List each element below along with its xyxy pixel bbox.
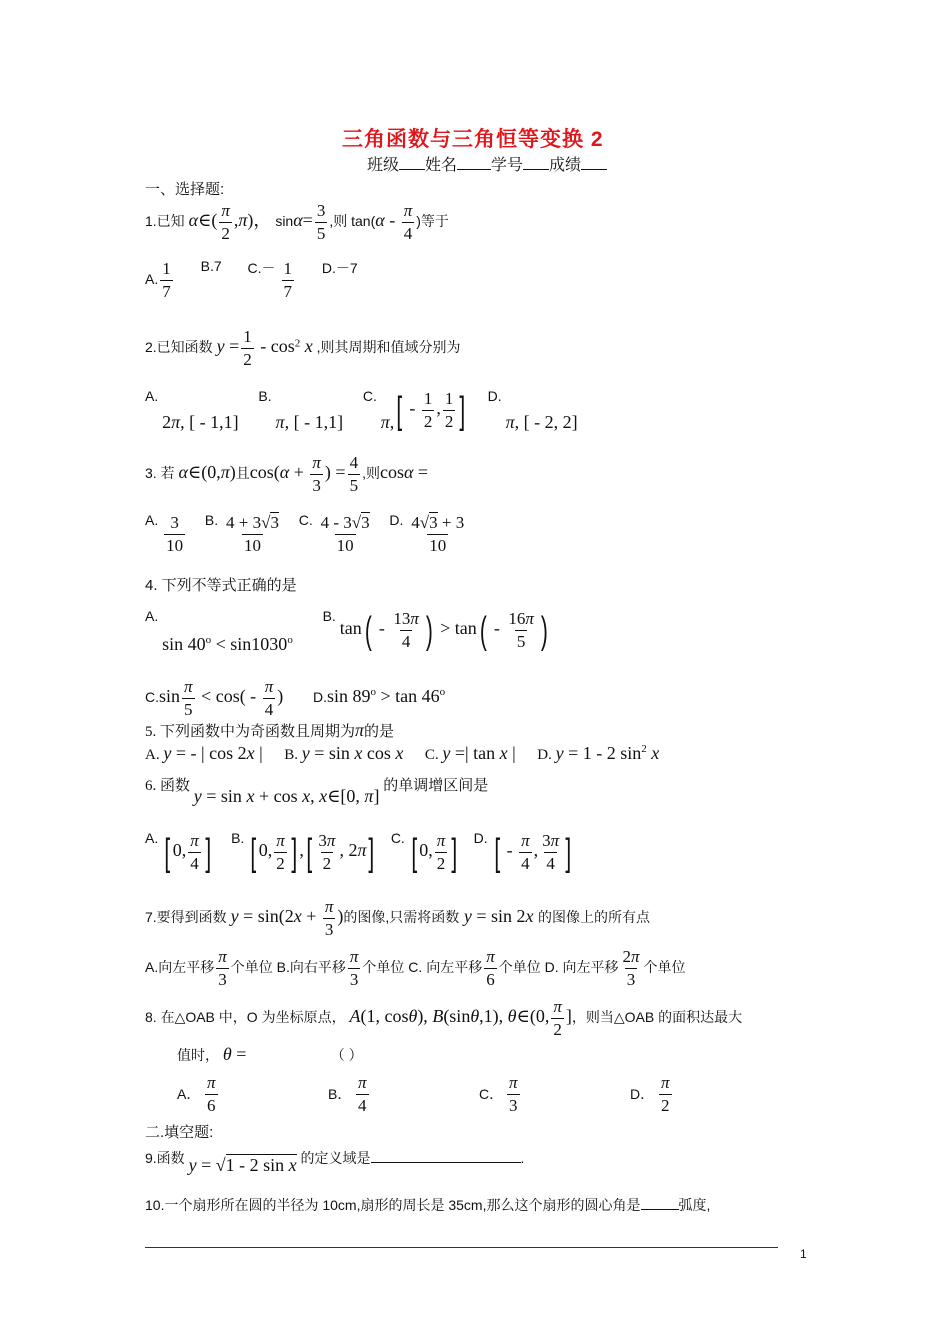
q4-option-b[interactable]: B. bbox=[322, 608, 336, 624]
q2-option-c[interactable]: C. bbox=[362, 388, 377, 404]
q10-text: 10.一个扇形所在圆的半径为 10cm,扇形的周长是 35cm,那么这个扇形的圆心角是 bbox=[145, 1197, 641, 1213]
q3-options: A. $\frac{3}{10}$ B. $\frac{4 + 3√3}{10}$ C. $\frac{4 - 3√3}{10}$ D. $\frac{4√3 + 3}{10}$ bbox=[145, 512, 465, 555]
q4-options-cd: C.sin $\frac{\pi}{5}$ < cos( - $\frac{\pi}{4}$ ) D.sin $89^o > \tan 46^o$ bbox=[145, 677, 446, 719]
q1-prefix: 1.已知 bbox=[145, 213, 185, 230]
q1-sin: sin bbox=[275, 213, 294, 230]
score-label: 成绩 bbox=[549, 157, 582, 174]
q4-options-ab: A. $\sin 40^o < \sin 1030^o$ B. tan( - $\frac{13\pi}{4}$ ) > tan( - $\frac{16\pi}{5}$ ) bbox=[145, 608, 548, 655]
question-9: 9.函数 y = √1 - 2 sin x 的定义域是 . bbox=[145, 1150, 525, 1175]
section-fill-heading: 二.填空题: bbox=[145, 1124, 214, 1141]
q1-option-b[interactable]: B.7 bbox=[200, 258, 222, 274]
q3-tail: ,则 bbox=[362, 465, 380, 482]
q8-options: A． $\frac{\pi}{6}$ B． $\frac{\pi}{4}$ C． $\frac{\pi}{3}$ D． $\frac{\pi}{2}$ bbox=[177, 1073, 670, 1115]
q7-option-a[interactable]: A.向左平移 bbox=[145, 959, 215, 976]
student-info-line bbox=[367, 152, 607, 175]
id-label: 学号 bbox=[491, 157, 524, 174]
q8-option-c[interactable]: C． bbox=[479, 1086, 504, 1102]
q2-option-d[interactable]: D. bbox=[487, 388, 502, 404]
q2-prefix: 2.已知函数 bbox=[145, 339, 213, 356]
q8-answer-paren: （ ） bbox=[330, 1047, 363, 1063]
q7-option-b[interactable]: 个单位 B.向右平移 bbox=[230, 959, 346, 976]
q1-tan: ,则 tan( bbox=[329, 213, 376, 230]
q4-option-a[interactable]: A. bbox=[145, 608, 159, 624]
q5-option-a[interactable]: A. bbox=[145, 747, 160, 763]
question-2: 2.已知函数 y = $\frac{1}{2}$ - $\cos^2 x$ ,则其周期和值域分别为 bbox=[145, 327, 461, 369]
q5-option-b[interactable]: B. bbox=[284, 747, 298, 763]
q8-tail: ，则当△OAB 的面积达最大 bbox=[571, 1009, 743, 1026]
question-7: 7.要得到函数 y = sin(2x + $\frac{\pi}{3}$ )的图像,只需将函数 y = sin 2x 的图像上的所有点 bbox=[145, 897, 650, 939]
q4-option-c[interactable]: C. bbox=[145, 689, 159, 706]
q6-option-d[interactable]: D. bbox=[473, 830, 488, 846]
q7-option-c[interactable]: 个单位 C. 向左平移 bbox=[362, 959, 483, 976]
q8-line2: 值时， θ = （ ） bbox=[177, 1044, 363, 1064]
question-5: 5. 下列函数中为奇函数且周期为π的是 bbox=[145, 720, 395, 740]
q6-options: A. [ 0, $\frac{\pi}{4}$ ] B. [ 0, $\frac{\pi}{2}$ ] ,[ $\frac{3\pi}{2}$ , 2π] C. [ 0, $\frac{\pi}{2}$ ] D. [ - $\frac{\pi}{4}$ , $\frac{3\pi}{4}$ ] bbox=[145, 830, 572, 874]
q3-and: 且 bbox=[235, 465, 250, 482]
score-blank[interactable] bbox=[581, 155, 607, 170]
q2-option-b[interactable]: B. bbox=[258, 388, 272, 404]
q3-option-d[interactable]: D. bbox=[389, 512, 404, 528]
q7-unit: 个单位 bbox=[643, 959, 686, 976]
q8-option-d[interactable]: D． bbox=[630, 1086, 655, 1102]
q1-options: A. $\frac{1}{7}$ B.7 C.－ $\frac{1}{7}$ D.－7 bbox=[145, 258, 358, 301]
q7-tail: 的图像上的所有点 bbox=[537, 909, 650, 926]
q9-answer-blank[interactable] bbox=[371, 1148, 521, 1163]
q8-option-b[interactable]: B． bbox=[328, 1086, 352, 1102]
question-4: 4. 下列不等式正确的是 bbox=[145, 577, 297, 594]
question-3: 3. 若 α∈(0,π)且cos(α + $\frac{\pi}{3}$ ) = $\frac{4}{5}$ ,则cosα = bbox=[145, 453, 429, 495]
q5-option-c[interactable]: C. bbox=[424, 747, 439, 763]
q1-option-d[interactable]: D.－7 bbox=[321, 260, 358, 276]
q5-option-d[interactable]: D. bbox=[537, 747, 552, 763]
q6-tail: 的单调增区间是 bbox=[383, 778, 489, 794]
q1-tail: )等于 bbox=[416, 213, 449, 230]
q6-option-a[interactable]: A. bbox=[145, 830, 159, 846]
q6-option-b[interactable]: B. bbox=[231, 830, 245, 846]
class-blank[interactable] bbox=[399, 155, 425, 170]
q2-option-a[interactable]: A. bbox=[145, 388, 159, 404]
q1-option-a[interactable]: A. bbox=[145, 271, 159, 288]
q3-option-a[interactable]: A. bbox=[145, 512, 159, 528]
q2-options: A. 2π, [ - 1,1] B. π, [ - 1,1] C. π,[ - $\frac{1}{2}$ , $\frac{1}{2}$ ] D. π, [ - 2, 2] bbox=[145, 388, 578, 433]
q5-tail: 的是 bbox=[364, 724, 395, 740]
class-label: 班级 bbox=[367, 157, 400, 174]
section-choice-heading: 一、选择题: bbox=[145, 181, 225, 198]
q8-prefix: 8. 在△OAB 中，O 为坐标原点， bbox=[145, 1009, 346, 1026]
q3-option-c[interactable]: C. bbox=[298, 512, 313, 528]
q7-options: A.向左平移 $\frac{\pi}{3}$ 个单位 B.向右平移 $\frac{\pi}{3}$ 个单位 C. 向左平移 $\frac{\pi}{6}$ 个单位 D. 向左平移 $\frac{2\pi}{3}$ 个单位 bbox=[145, 947, 686, 989]
footer-rule bbox=[145, 1247, 778, 1248]
q9-prefix: 9.函数 bbox=[145, 1150, 185, 1166]
name-label: 姓名 bbox=[425, 157, 458, 174]
q9-tail: 的定义域是 bbox=[300, 1150, 371, 1166]
q3-option-b[interactable]: B. bbox=[204, 512, 219, 528]
q7-option-d[interactable]: 个单位 D. 向左平移 bbox=[498, 959, 619, 976]
q8-option-a[interactable]: A． bbox=[177, 1086, 201, 1102]
q10-answer-blank[interactable] bbox=[641, 1195, 679, 1210]
q4-option-d[interactable]: D. bbox=[313, 689, 327, 706]
name-blank[interactable] bbox=[457, 155, 491, 170]
q10-end: 弧度, bbox=[678, 1197, 711, 1213]
page-number: 1 bbox=[800, 1247, 807, 1261]
q6-prefix: 6. 函数 bbox=[145, 778, 191, 794]
q5-options: A. y = - | cos 2x | B. y = sin x cos x C. y =| tan x | D. y = 1 - 2 $\sin^2 x$ bbox=[145, 743, 660, 763]
q7-mid: 的图像,只需将函数 bbox=[343, 909, 460, 926]
q3-prefix: 3. 若 bbox=[145, 465, 175, 482]
question-6: 6. 函数 y = sin x + cos x, x∈[0, π] 的单调增区间是 bbox=[145, 778, 489, 806]
q2-tail: ,则其周期和值域分别为 bbox=[316, 339, 461, 356]
question-10 bbox=[145, 1195, 710, 1215]
page-title: 三角函数与三角恒等变换 2 bbox=[342, 128, 604, 151]
q7-prefix: 7.要得到函数 bbox=[145, 909, 227, 926]
id-blank[interactable] bbox=[523, 155, 549, 170]
q5-prefix: 5. 下列函数中为奇函数且周期为 bbox=[145, 724, 356, 740]
q9-end: . bbox=[520, 1150, 525, 1166]
q1-option-c[interactable]: C.－ bbox=[247, 260, 276, 276]
q6-option-c[interactable]: C. bbox=[390, 830, 405, 846]
q8-line2-text: 值时， bbox=[177, 1047, 219, 1063]
question-8: 8. 在△OAB 中，O 为坐标原点， A(1, cosθ), B(sinθ,1), θ∈(0, $\frac{\pi}{2}$ ]，则当△OAB 的面积达最大 bbox=[145, 997, 743, 1039]
question-1: 1.已知 α∈( $\frac{\pi}{2}$ ,π)， sinα= $\frac{3}{5}$ ,则 tan(α - $\frac{\pi}{4}$ )等于 bbox=[145, 201, 449, 243]
